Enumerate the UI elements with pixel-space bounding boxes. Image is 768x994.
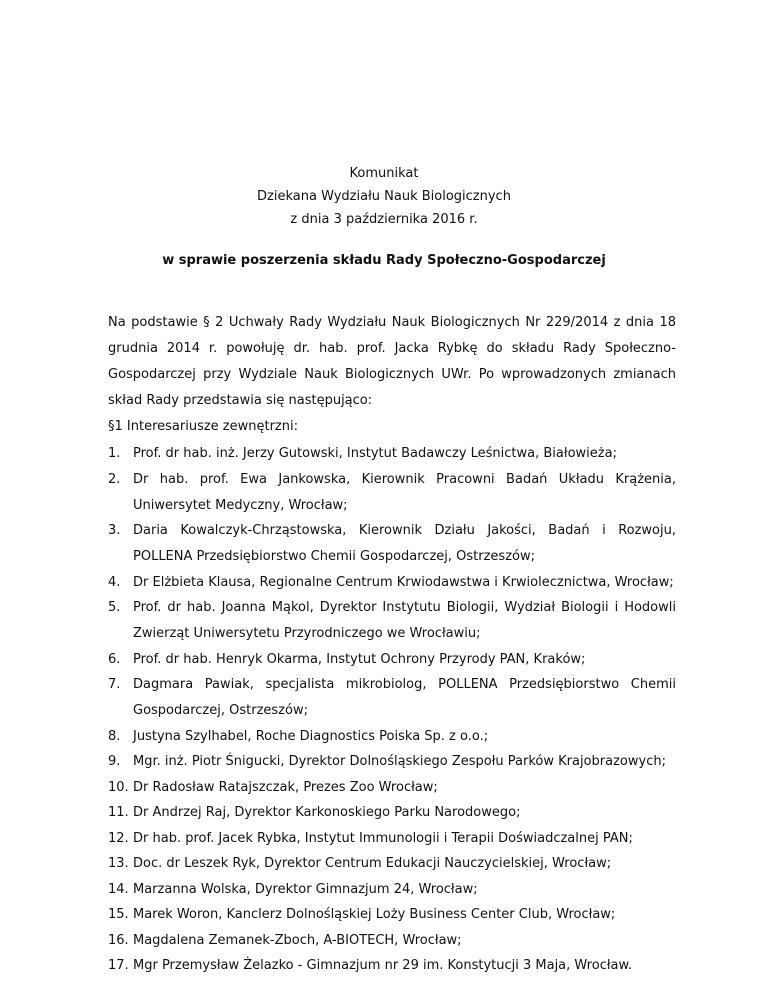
list-item-text: Dr Elżbieta Klausa, Regionalne Centrum Krwiodawstwa i Krwiolecznictwa, Wrocław; bbox=[133, 574, 674, 590]
list-item-number: 16. bbox=[108, 932, 129, 948]
list-item-text: Prof. dr hab. Henryk Okarma, Instytut Ochrony Przyrody PAN, Kraków; bbox=[133, 651, 586, 667]
list-item-text: Dagmara Pawiak, specjalista mikrobiolog, POLLENA Przedsiębiorstwo Chemii Gospodarczej, Ostrzeszów; bbox=[133, 677, 676, 718]
list-item-number: 13. bbox=[108, 856, 129, 871]
list-item-number: 15. bbox=[108, 907, 129, 922]
list-item-number: 12. bbox=[108, 830, 129, 846]
list-item bbox=[108, 444, 676, 464]
list-item bbox=[108, 905, 676, 925]
list-item bbox=[108, 727, 676, 747]
list-item bbox=[108, 803, 676, 823]
list-item bbox=[108, 931, 676, 951]
list-item-text: Dr hab. prof. Ewa Jankowska, Kierownik Pracowni Badań Układu Krążenia, Uniwersytet Medyczny, Wrocław; bbox=[133, 471, 676, 513]
members-list bbox=[108, 444, 676, 982]
list-item-number: 11. bbox=[108, 805, 129, 820]
list-item-text: Prof. dr hab. Joanna Mąkol, Dyrektor Instytutu Biologii, Wydział Biologii i Hodowli Zwierząt Uniwersytetu Przyrodniczego we Wrocławiu; bbox=[133, 600, 676, 641]
section-title: §1 Interesariusze zewnętrzni: bbox=[108, 419, 298, 434]
list-item-text: Daria Kowalczyk-Chrząstowska, Kierownik Działu Jakości, Badań i Rozwoju, POLLENA Przedsiębiorstwo Chemii Gospodarczej, Ostrzeszów; bbox=[133, 523, 676, 564]
list-item bbox=[108, 467, 676, 519]
list-item-text: Mgr. inż. Piotr Śnigucki, Dyrektor Dolnośląskiego Zespołu Parków Krajobrazowych; bbox=[133, 754, 666, 769]
list-item-text: Mgr Przemysław Żelazko - Gimnazjum nr 29 im. Konstytucji 3 Maja, Wrocław. bbox=[133, 958, 633, 973]
list-item-text: Justyna Szylhabel, Roche Diagnostics Poiska Sp. z o.o.; bbox=[133, 728, 489, 744]
list-item bbox=[108, 650, 676, 670]
list-item-number: 4. bbox=[108, 574, 121, 590]
list-item-number: 6. bbox=[108, 651, 121, 667]
list-item-text: Doc. dr Leszek Ryk, Dyrektor Centrum Edukacji Nauczycielskiej, Wrocław; bbox=[133, 856, 612, 871]
list-item-text: Prof. dr hab. inż. Jerzy Gutowski, Instytut Badawczy Leśnictwa, Białowieża; bbox=[133, 446, 617, 461]
list-item-number: 1. bbox=[108, 446, 121, 461]
list-item-text: Dr hab. prof. Jacek Rybka, Instytut Immunologii i Terapii Doświadczalnej PAN; bbox=[133, 830, 633, 846]
issuer: Dziekana Wydziału Nauk Biologicznych bbox=[257, 189, 511, 204]
list-item-text: Dr Andrzej Raj, Dyrektor Karkonoskiego Parku Narodowego; bbox=[133, 805, 521, 820]
list-item-number: 2. bbox=[108, 471, 121, 487]
list-item-number: 7. bbox=[108, 677, 121, 692]
list-item bbox=[108, 854, 676, 874]
list-item bbox=[108, 573, 676, 593]
list-item-number: 17. bbox=[108, 958, 129, 973]
list-item-number: 14. bbox=[108, 881, 129, 897]
list-item-number: 8. bbox=[108, 728, 121, 744]
list-item-number: 9. bbox=[108, 754, 121, 769]
list-item bbox=[108, 829, 676, 849]
intro-paragraph: Na podstawie § 2 Uchwały Rady Wydziału Nauk Biologicznych Nr 229/2014 z dnia 18 grudnia 2014 r. powołuję dr. hab. prof. Jacka Rybkę do składu Rady Społeczno-Gospodarczej przy Wydziale Nauk Biologicznych UWr. Po wprowadzonych zmianach skład Rady przedstawia się następująco: bbox=[108, 315, 676, 408]
list-item bbox=[108, 778, 676, 798]
list-item bbox=[108, 518, 676, 570]
list-item-number: 10. bbox=[108, 779, 129, 795]
document-subject: w sprawie poszerzenia składu Rady Społeczno-Gospodarczej bbox=[162, 253, 606, 268]
list-item-text: Marek Woron, Kanclerz Dolnośląskiej Loży Business Center Club, Wrocław; bbox=[133, 907, 616, 922]
list-item-text: Magdalena Zemanek-Zboch, A-BIOTECH, Wrocław; bbox=[133, 932, 462, 948]
document-date: z dnia 3 października 2016 r. bbox=[290, 212, 478, 227]
list-item bbox=[108, 956, 676, 976]
list-item-number: 3. bbox=[108, 523, 121, 538]
list-item-text: Dr Radosław Ratajszczak, Prezes Zoo Wrocław; bbox=[133, 779, 438, 795]
list-item bbox=[108, 880, 676, 900]
list-item-number: 5. bbox=[108, 600, 121, 615]
list-item-text: Marzanna Wolska, Dyrektor Gimnazjum 24, Wrocław; bbox=[133, 881, 478, 897]
list-item bbox=[108, 595, 676, 647]
list-item bbox=[108, 752, 676, 772]
document-type: Komunikat bbox=[349, 166, 419, 181]
list-item bbox=[108, 672, 676, 724]
